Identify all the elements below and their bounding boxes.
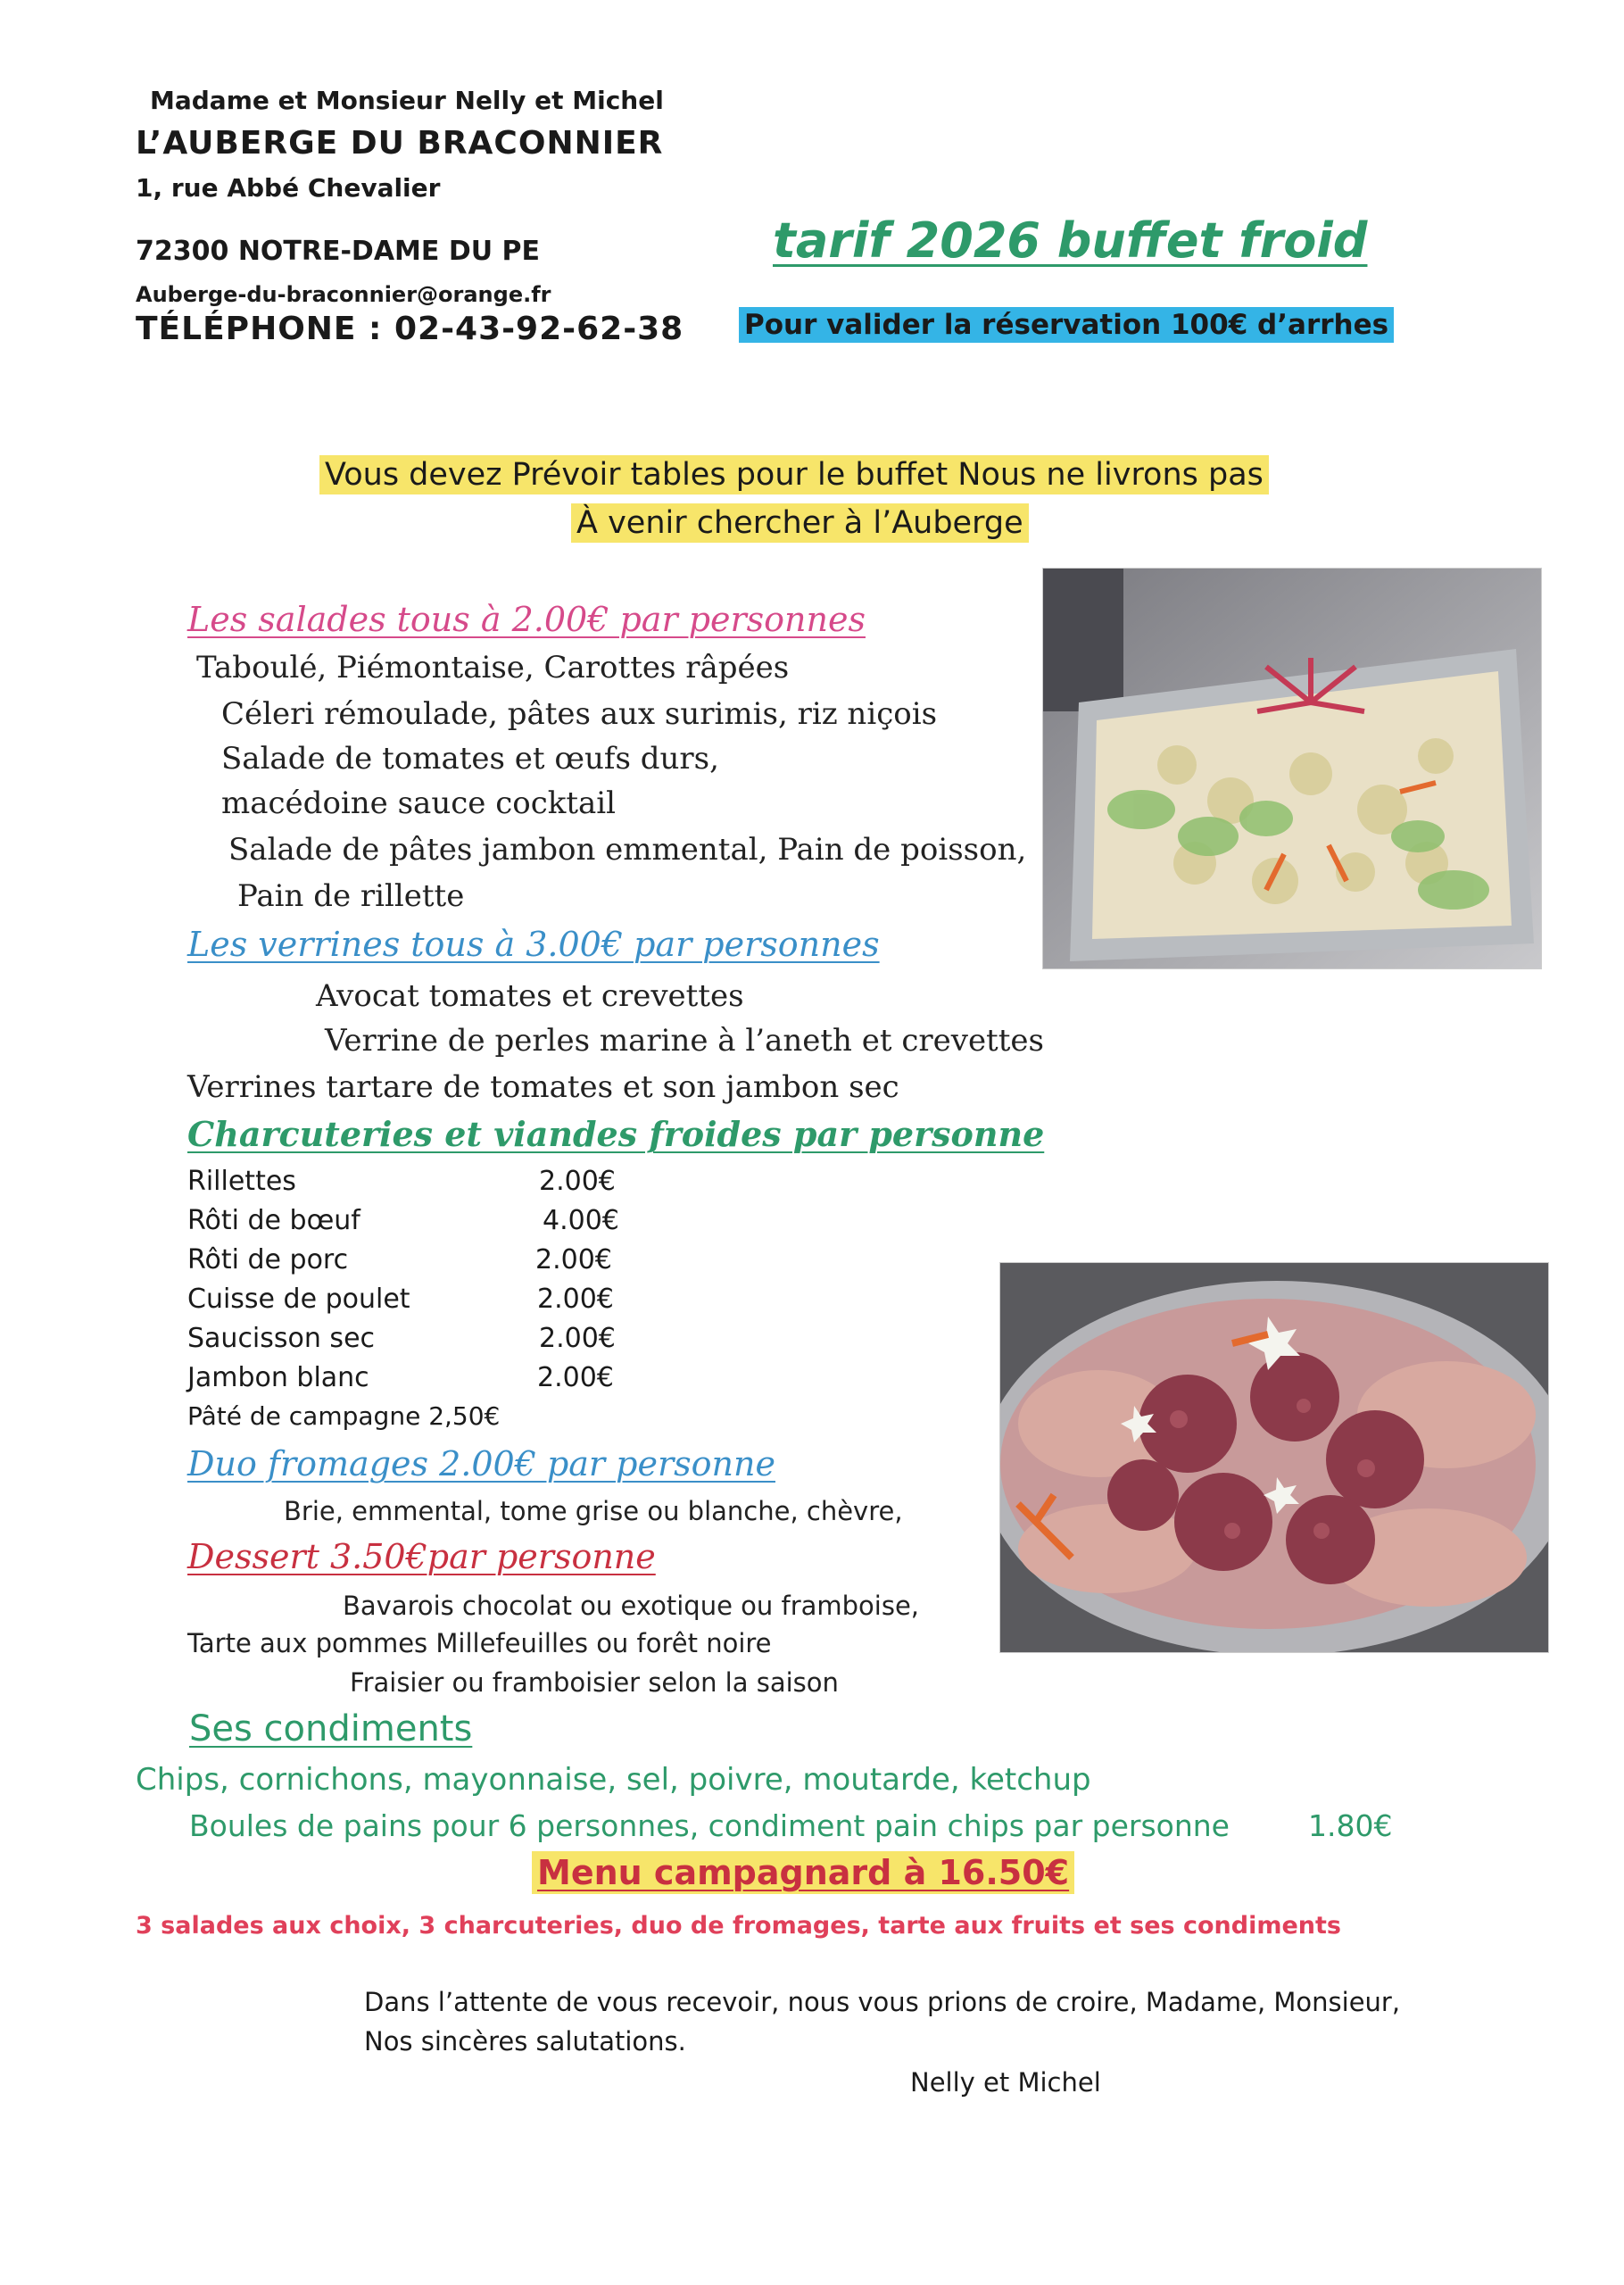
notice-line-1 [319, 457, 1269, 493]
verrines-line-2: Verrine de perles marine à l’aneth et crevettes [325, 1023, 1044, 1059]
charcuterie-item-name: Cuisse de poulet [187, 1284, 410, 1315]
closing-line-2: Nos sincères salutations. [364, 2026, 686, 2056]
fromages-heading: Duo fromages 2.00€ par personne [187, 1444, 775, 1483]
address-line: 1, rue Abbé Chevalier [136, 173, 441, 203]
charcuterie-item-name: Rôti de porc [187, 1244, 349, 1275]
email-link[interactable]: Auberge-du-braconnier@orange.fr [136, 282, 551, 307]
fromages-line: Brie, emmental, tome grise ou blanche, chèvre, [284, 1496, 903, 1526]
menu-title: Menu campagnard à 16.50€ [532, 1851, 1074, 1894]
menu-title-wrap [532, 1853, 1074, 1892]
condiments-price: 1.80€ [1308, 1808, 1393, 1843]
dessert-line-2: Tarte aux pommes Millefeuilles ou forêt noire [187, 1628, 772, 1658]
salades-line-2: Céleri rémoulade, pâtes aux surimis, riz niçois [221, 696, 938, 732]
salades-line-1: Taboulé, Piémontaise, Carottes râpées [196, 650, 790, 686]
charcuterie-item-name: Rillettes [187, 1166, 296, 1197]
dessert-line-3: Fraisier ou framboisier selon la saison [350, 1667, 839, 1698]
signature: Nelly et Michel [910, 2067, 1101, 2098]
salades-heading: Les salades tous à 2.00€ par personnes [187, 600, 866, 639]
notice-text-2: À venir chercher à l’Auberge [571, 503, 1029, 543]
closing-line-1: Dans l’attente de vous recevoir, nous vous prions de croire, Madame, Monsieur, [364, 1987, 1401, 2017]
charcuterie-platter-photo [999, 1262, 1549, 1653]
dessert-heading: Dessert 3.50€par personne [187, 1537, 656, 1576]
notice-line-2 [571, 505, 1029, 541]
charcuterie-item-name: Rôti de bœuf [187, 1205, 360, 1236]
phone-line: TÉLÉPHONE : 02-43-92-62-38 [136, 311, 684, 347]
pate-campagne-line: Pâté de campagne 2,50€ [187, 1401, 501, 1431]
salades-line-3: Salade de tomates et œufs durs, [221, 741, 719, 777]
charcuteries-heading: Charcuteries et viandes froides par personne [187, 1114, 1045, 1154]
charcuterie-item-price: 2.00€ [539, 1323, 616, 1354]
deposit-text: Pour valider la réservation 100€ d’arrhes [739, 307, 1394, 343]
charcuterie-item-name: Saucisson sec [187, 1323, 376, 1354]
page-title: tarif 2026 buffet froid [773, 212, 1368, 269]
notice-text-1: Vous devez Prévoir tables pour le buffet Nous ne livrons pas [319, 455, 1269, 494]
salad-tray-photo [1042, 568, 1542, 969]
charcuterie-item-price: 2.00€ [539, 1166, 616, 1197]
charcuterie-platter-image [1000, 1263, 1548, 1652]
salad-tray-image [1043, 569, 1541, 968]
charcuterie-item-price: 2.00€ [537, 1362, 614, 1393]
salades-line-5: Salade de pâtes jambon emmental, Pain de poisson, [228, 832, 1027, 868]
charcuterie-item-price: 2.00€ [535, 1244, 612, 1275]
charcuterie-item-name: Jambon blanc [187, 1362, 369, 1393]
owners-line: Madame et Monsieur Nelly et Michel [150, 86, 664, 115]
deposit-banner [739, 309, 1394, 341]
condiments-line-2: Boules de pains pour 6 personnes, condiment pain chips par personne [189, 1808, 1230, 1843]
verrines-heading: Les verrines tous à 3.00€ par personnes [187, 925, 880, 964]
charcuterie-item-price: 2.00€ [537, 1284, 614, 1315]
condiments-heading: Ses condiments [189, 1708, 473, 1749]
dessert-line-1: Bavarois chocolat ou exotique ou framboise, [343, 1591, 920, 1621]
city-line: 72300 NOTRE-DAME DU PE [136, 236, 541, 267]
auberge-name: L’AUBERGE DU BRACONNIER [136, 125, 664, 162]
charcuterie-item-price: 4.00€ [543, 1205, 619, 1236]
condiments-line-1: Chips, cornichons, mayonnaise, sel, poivre, moutarde, ketchup [136, 1762, 1091, 1798]
menu-description: 3 salades aux choix, 3 charcuteries, duo de fromages, tarte aux fruits et ses condiments [136, 1912, 1342, 1940]
verrines-line-3: Verrines tartare de tomates et son jambon sec [187, 1069, 899, 1105]
salades-line-4: macédoine sauce cocktail [221, 785, 617, 821]
verrines-line-1: Avocat tomates et crevettes [316, 978, 744, 1014]
salades-line-6: Pain de rillette [237, 878, 465, 914]
